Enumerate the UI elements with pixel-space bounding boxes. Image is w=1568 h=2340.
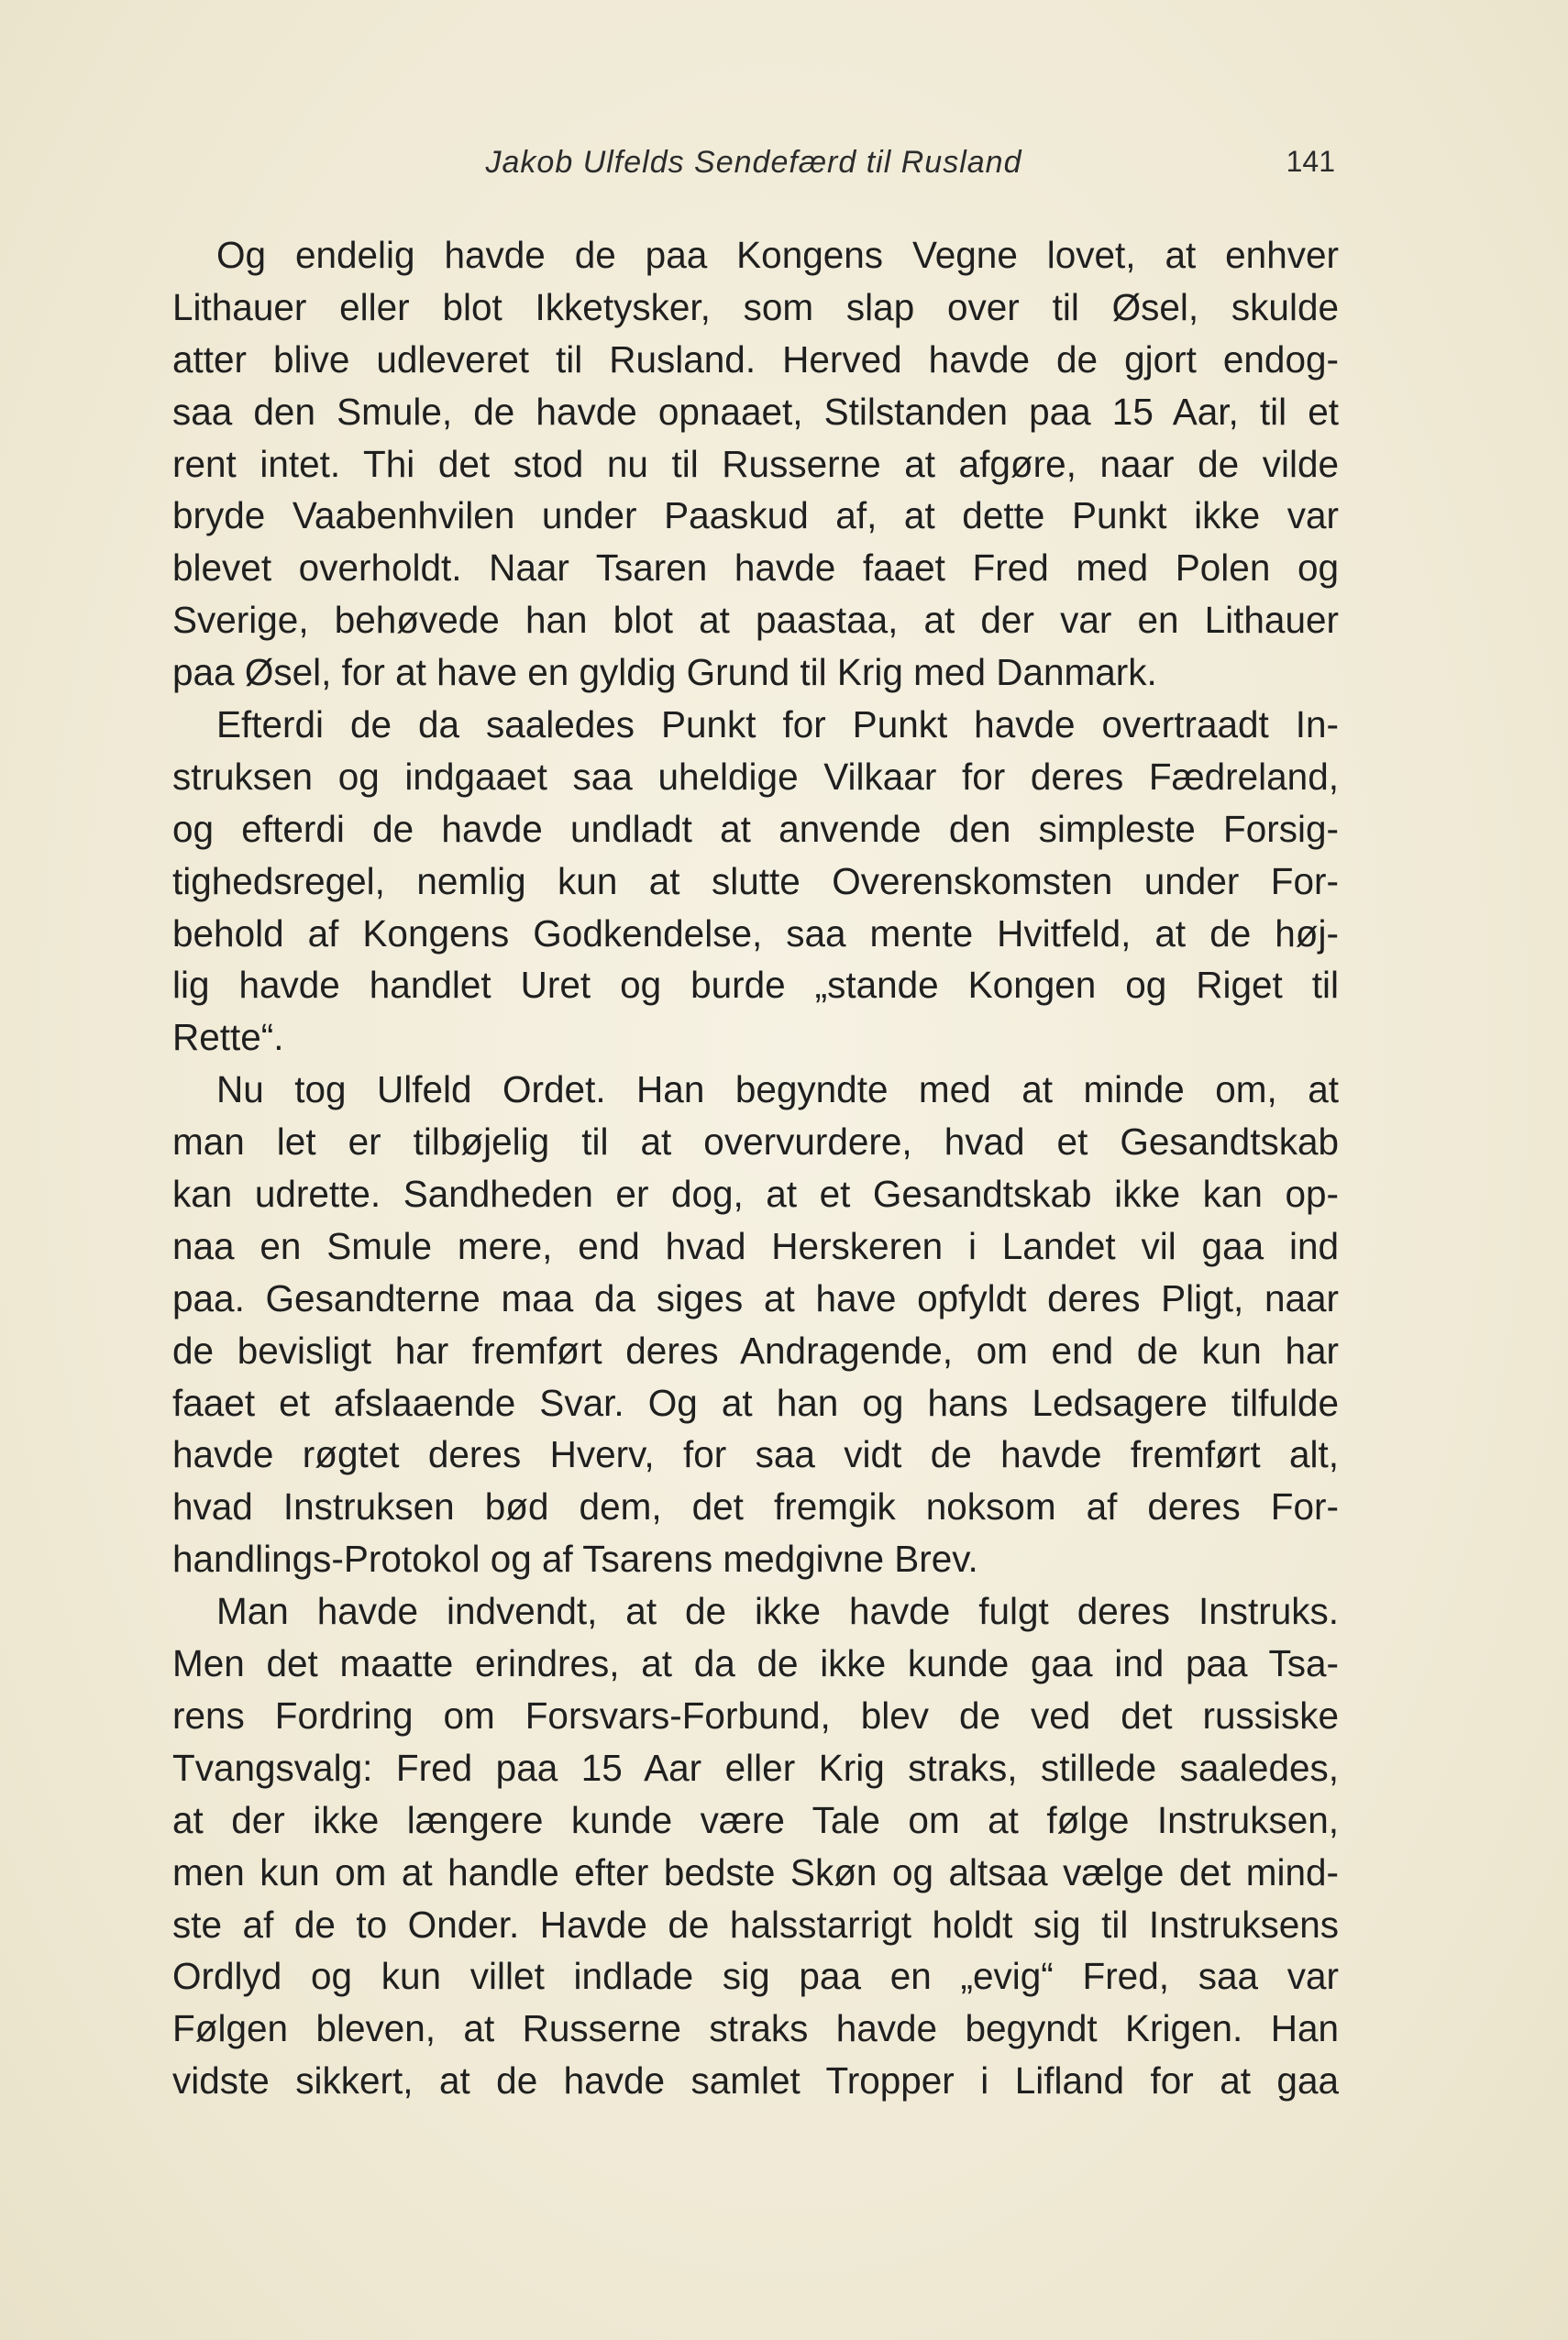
text-line: Og endelig havde de paa Kongens Vegne lovet, at enhver [216,234,1339,276]
text-line: paa. Gesandterne maa da siges at have opfyldt deres Pligt, naar [172,1276,1339,1319]
text-line: tighedsregel, nemlig kun at slutte Overenskomsten under For- [172,859,1339,902]
text-line: Man havde indvendt, at de ikke havde fulgt deres Instruks. [216,1590,1339,1633]
text-line: rent intet. Thi det stod nu til Russerne at afgøre, naar de vilde [172,442,1339,485]
text-line: Rette“. [172,1016,284,1059]
text-line: Ordlyd og kun villet indlade sig paa en „evig“ Fred, saa var [172,1955,1339,1998]
text-line: Følgen bleven, at Russerne straks havde begyndt Krigen. Han [172,2007,1339,2050]
text-line: faaet et afslaaende Svar. Og at han og hans Ledsagere tilfulde [172,1381,1339,1424]
text-line: kan udrette. Sandheden er dog, at et Gesandtskab ikke kan op- [172,1173,1339,1216]
text-line: bryde Vaabenhvilen under Paaskud af, at dette Punkt ikke var [172,494,1339,537]
text-line: paa Øsel, for at have en gyldig Grund til Krig med Danmark. [172,651,1157,694]
text-line: at der ikke længere kunde være Tale om at følge Instruksen, [172,1798,1339,1841]
text-line: de bevisligt har fremført deres Andragende, om end de kun har [172,1329,1339,1372]
text-line: rens Fordring om Forsvars-Forbund, blev de ved det russiske [172,1694,1339,1737]
text-line: Men det maatte erindres, at da de ikke kunde gaa ind paa Tsa- [172,1642,1339,1685]
text-line: struksen og indgaaet saa uheldige Vilkaar for deres Fædreland, [172,755,1339,798]
running-head [172,145,1335,187]
text-line: men kun om at handle efter bedste Skøn og altsaa vælge det mind- [172,1850,1339,1893]
text-line: og efterdi de havde undladt at anvende den simpleste Forsig- [172,807,1339,850]
text-line: naa en Smule mere, end hvad Herskeren i Landet vil gaa ind [172,1224,1339,1267]
text-line: lig havde handlet Uret og burde „stande Kongen og Riget til [172,964,1339,1007]
body-text [172,229,1339,2107]
text-line: vidste sikkert, at de havde samlet Tropper i Lifland for at gaa [172,2059,1339,2103]
text-line: Sverige, behøvede han blot at paastaa, at der var en Lithauer [172,599,1339,642]
text-line: Lithauer eller blot Ikketysker, som slap over til Øsel, skulde [172,285,1339,328]
page-number: 141 [1286,145,1335,178]
text-line: ste af de to Onder. Havde de halsstarrigt holdt sig til Instruksens [172,1903,1339,1946]
text-line: blevet overholdt. Naar Tsaren havde faaet Fred med Polen og [172,546,1339,590]
text-line: Efterdi de da saaledes Punkt for Punkt havde overtraadt In- [216,703,1339,746]
text-line: behold af Kongens Godkendelse, saa mente Hvitfeld, at de høj- [172,911,1339,955]
text-line: man let er tilbøjelig til at overvurdere, hvad et Gesandtskab [172,1120,1339,1164]
text-line: atter blive udleveret til Rusland. Herved havde de gjort endog- [172,337,1339,381]
text-line: saa den Smule, de havde opnaaet, Stilstanden paa 15 Aar, til et [172,390,1339,433]
text-line: havde røgtet deres Hverv, for saa vidt de havde fremført alt, [172,1433,1339,1476]
text-line: Tvangsvalg: Fred paa 15 Aar eller Krig straks, stillede saaledes, [172,1746,1339,1789]
text-line: Nu tog Ulfeld Ordet. Han begyndte med at minde om, at [216,1068,1339,1111]
text-line: hvad Instruksen bød dem, det fremgik noksom af deres For- [172,1485,1339,1529]
text-line: handlings-Protokol og af Tsarens medgivne Brev. [172,1538,978,1581]
running-title: Jakob Ulfelds Sendefærd til Rusland [485,145,1022,180]
